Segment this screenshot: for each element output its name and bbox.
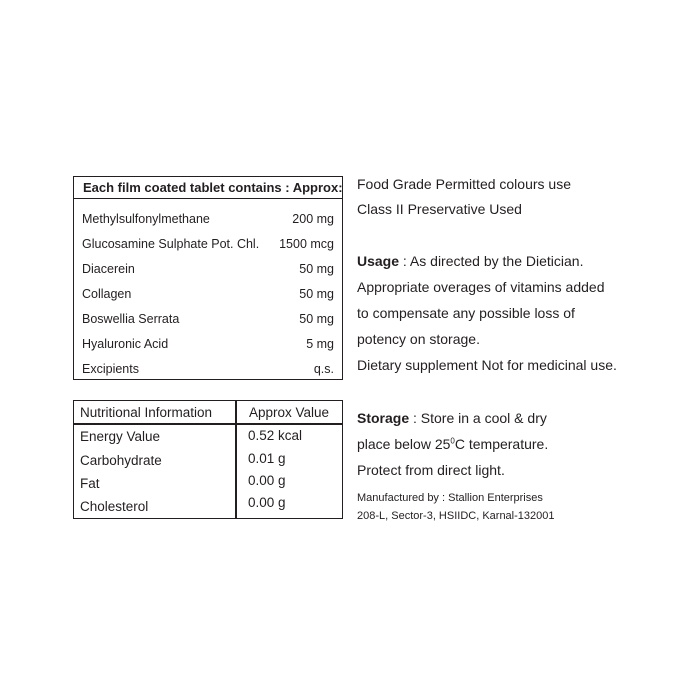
storage-degree: 0 [450, 436, 455, 446]
storage-temp-pre: place below 25 [357, 436, 451, 452]
header-divider [74, 423, 342, 425]
ingredient-row [82, 210, 334, 228]
column-divider [235, 401, 237, 518]
ingredient-amount: 5 mg [306, 337, 334, 351]
nutrition-row-value: 0.01 g [248, 451, 286, 466]
nutrition-row-value: 0.52 kcal [248, 428, 303, 443]
manufacturer-line: Manufactured by : Stallion Enterprises [357, 492, 543, 504]
usage-text: : As directed by the Dietician. [399, 253, 584, 269]
storage-text: : Store in a cool & dry [409, 410, 547, 426]
ingredient-name: Collagen [82, 287, 132, 301]
ingredient-amount: q.s. [313, 362, 334, 376]
ingredient-amount: 50 mg [299, 262, 334, 276]
overage-line: Appropriate overages of vitamins added [357, 279, 605, 295]
nutrition-header-label: Nutritional Information [80, 405, 213, 420]
nutrition-header-value: Approx Value [249, 405, 330, 420]
ingredient-name: Boswellia Serrata [82, 312, 180, 326]
dietary-note: Dietary supplement Not for medicinal use. [357, 357, 617, 373]
ingredient-amount: 50 mg [299, 312, 334, 326]
ingredient-amount: 1500 mcg [279, 237, 334, 251]
nutrition-table [73, 400, 343, 519]
ingredient-name: Excipients [82, 362, 139, 376]
ingredient-name: Hyaluronic Acid [82, 337, 169, 351]
ingredient-row [82, 335, 334, 353]
manufacturer-address: 208-L, Sector-3, HSIIDC, Karnal-132001 [357, 510, 555, 522]
usage-label: Usage [357, 253, 400, 269]
storage-line [357, 409, 547, 427]
preservative-note: Class II Preservative Used [357, 201, 522, 217]
ingredient-name: Glucosamine Sulphate Pot. Chl. [82, 237, 260, 251]
usage-line [357, 252, 583, 270]
colours-note: Food Grade Permitted colours use [357, 176, 571, 192]
ingredient-row [82, 285, 334, 303]
protect-note: Protect from direct light. [357, 462, 505, 478]
ingredient-amount: 200 mg [292, 212, 334, 226]
ingredient-row [82, 235, 334, 253]
nutrition-row-label: Fat [80, 476, 100, 491]
ingredient-amount: 50 mg [299, 287, 334, 301]
overage-line: to compensate any possible loss of [357, 305, 575, 321]
ingredient-row [82, 260, 334, 278]
nutrition-row-value: 0.00 g [248, 473, 286, 488]
ingredient-row [82, 310, 334, 328]
nutrition-row-label: Carbohydrate [80, 453, 162, 468]
composition-table [73, 176, 343, 380]
ingredient-row [82, 360, 334, 378]
composition-header: Each film coated tablet contains : Approx: [74, 177, 342, 199]
ingredient-name: Diacerein [82, 262, 135, 276]
ingredient-name: Methylsulfonylmethane [82, 212, 210, 226]
storage-label: Storage [357, 410, 410, 426]
storage-temp-post: C temperature. [454, 436, 549, 452]
nutrition-row-label: Cholesterol [80, 499, 149, 514]
storage-temperature [357, 435, 548, 453]
nutrition-row-value: 0.00 g [248, 495, 286, 510]
nutrition-row-label: Energy Value [80, 429, 161, 444]
overage-line: potency on storage. [357, 331, 480, 347]
